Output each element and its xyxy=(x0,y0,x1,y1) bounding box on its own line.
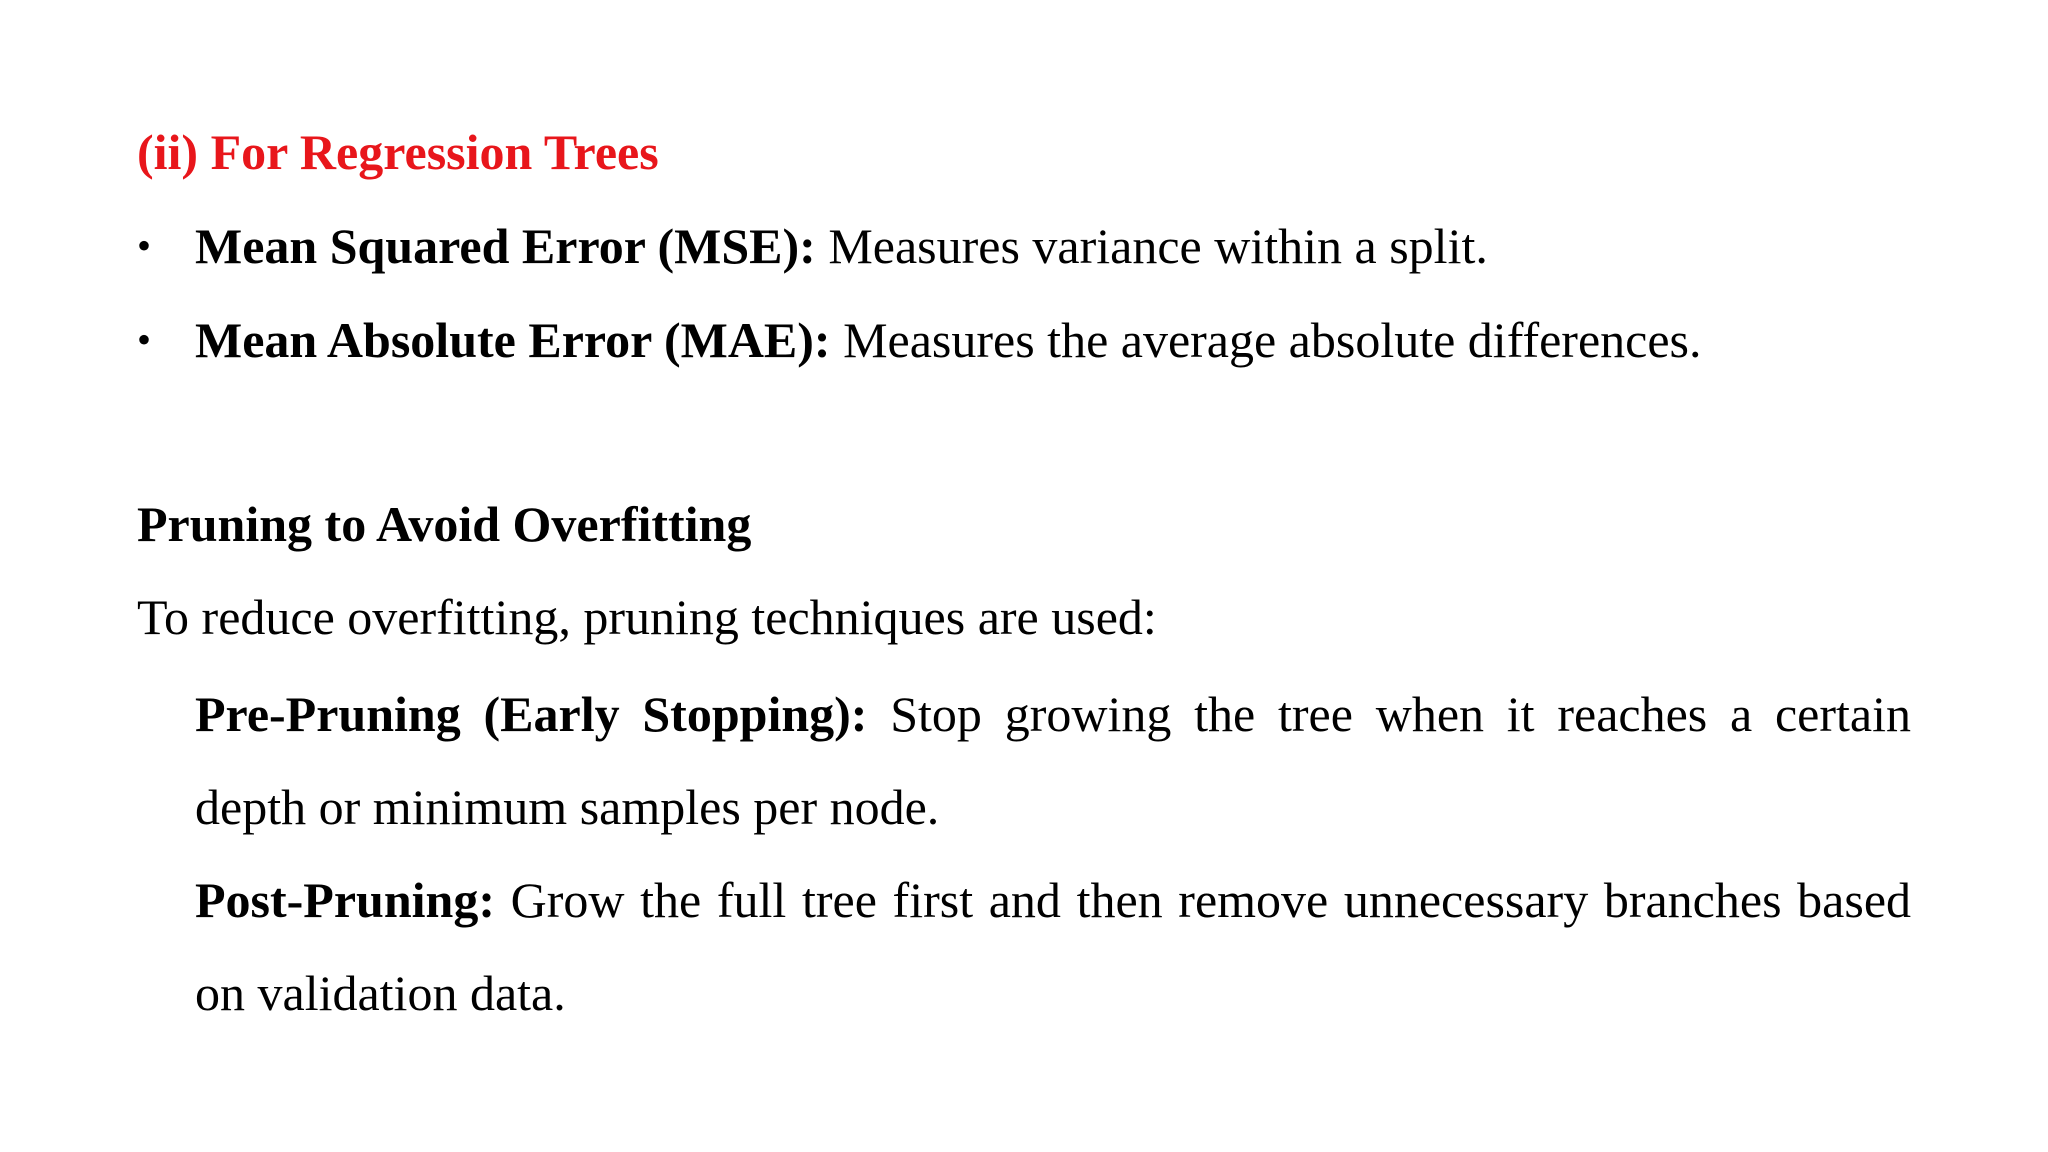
pruning-intro: To reduce overfitting, pruning techniques are used: xyxy=(137,589,1157,645)
list-item-post-pruning xyxy=(195,854,1911,1040)
list-item-pre-pruning xyxy=(195,668,1911,854)
mae-description: Measures the average absolute differences. xyxy=(843,312,1702,368)
bullet-point: • xyxy=(137,317,152,362)
regression-heading: (ii) For Regression Trees xyxy=(137,124,659,180)
pre-pruning-term: Pre-Pruning (Early Stopping): xyxy=(195,686,868,742)
bullet-point: • xyxy=(137,223,152,268)
mae-term: Mean Absolute Error (MAE): xyxy=(195,312,831,368)
post-pruning-description: Grow the full tree first and then remove unnecessary branches based on validation data. xyxy=(195,872,1912,1021)
pre-pruning-description: Stop growing the tree when it reaches a certain depth or minimum samples per node. xyxy=(195,686,1911,835)
mse-description: Measures variance within a split. xyxy=(828,218,1488,274)
list-item-mae xyxy=(195,310,1701,370)
pruning-heading: Pruning to Avoid Overfitting xyxy=(137,496,752,552)
mse-term: Mean Squared Error (MSE): xyxy=(195,218,816,274)
list-item-mse xyxy=(195,216,1488,276)
post-pruning-term: Post-Pruning: xyxy=(195,872,495,928)
